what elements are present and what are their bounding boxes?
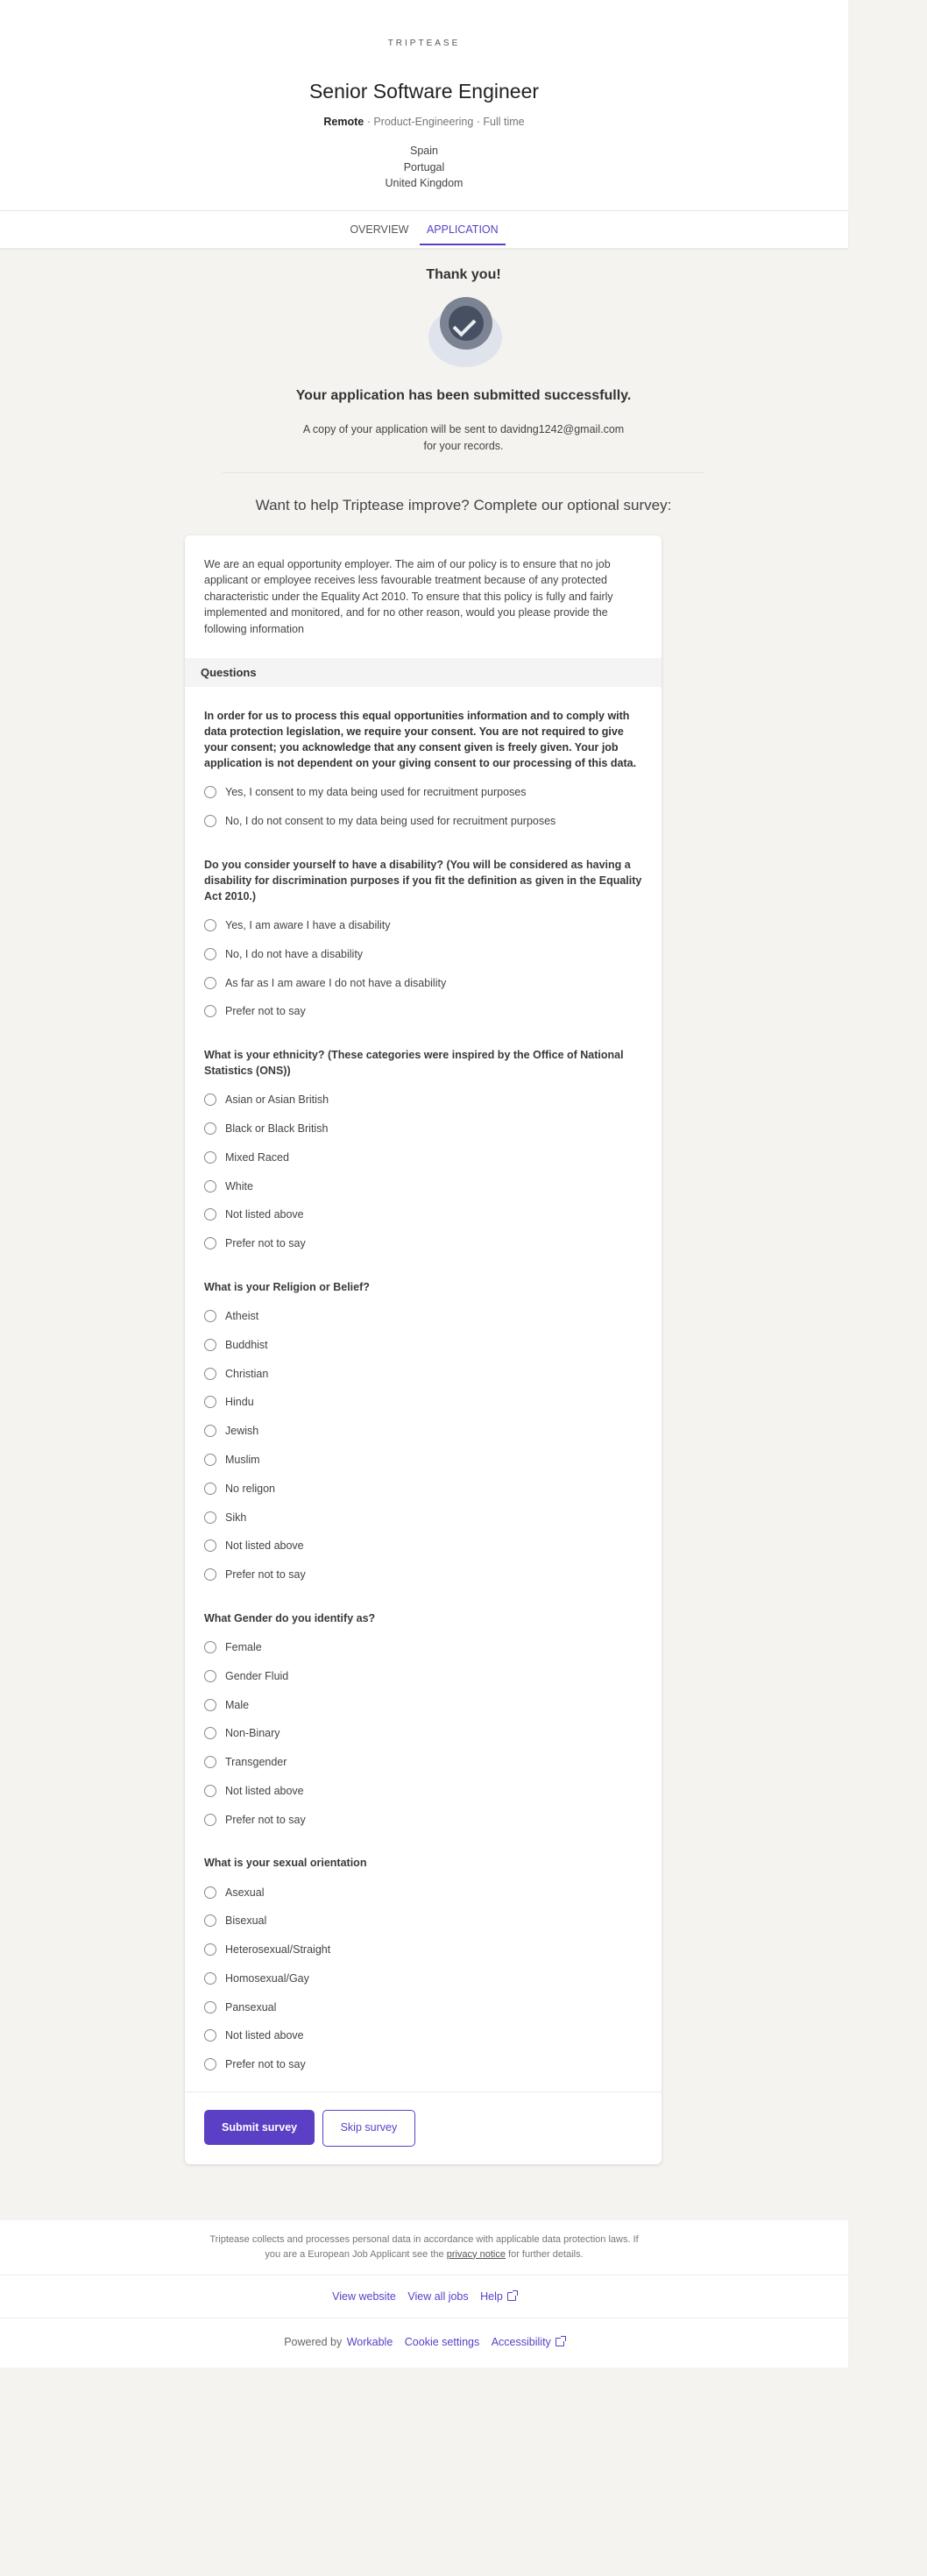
- radio-option[interactable]: [204, 1964, 642, 1993]
- option-label: Not listed above: [225, 2029, 304, 2042]
- radio-button[interactable]: [204, 948, 216, 960]
- survey-question: [204, 1279, 642, 1589]
- page: [0, 0, 848, 248]
- radio-option[interactable]: [204, 1661, 642, 1690]
- option-label: Transgender: [225, 1756, 287, 1769]
- job-header: [0, 0, 848, 192]
- survey-card: [185, 535, 662, 2164]
- external-link-icon: [555, 2338, 564, 2346]
- radio-button[interactable]: [204, 2029, 216, 2042]
- option-label: As far as I am aware I do not have a disability: [225, 976, 447, 989]
- radio-button[interactable]: [204, 1511, 216, 1524]
- footer: [0, 2220, 848, 2367]
- question-label: What is your Religion or Belief?: [204, 1280, 370, 1293]
- option-label: Prefer not to say: [225, 1568, 306, 1582]
- main-content: [0, 267, 927, 2367]
- option-label: Black or Black British: [225, 1122, 329, 1135]
- radio-option[interactable]: [204, 1503, 642, 1532]
- radio-option[interactable]: [204, 1633, 642, 1662]
- radio-option[interactable]: [204, 1086, 642, 1115]
- radio-button[interactable]: [204, 1237, 216, 1249]
- radio-option[interactable]: [204, 807, 642, 836]
- radio-button[interactable]: [204, 1122, 216, 1135]
- option-label: No, I do not have a disability: [225, 947, 364, 960]
- radio-option[interactable]: [204, 1115, 642, 1143]
- radio-button[interactable]: [204, 1339, 216, 1351]
- tab-overview[interactable]: OVERVIEW: [350, 223, 409, 236]
- radio-option[interactable]: [204, 1719, 642, 1748]
- option-label: Jewish: [225, 1425, 259, 1438]
- radio-option[interactable]: [204, 1907, 642, 1936]
- radio-button[interactable]: [204, 1396, 216, 1408]
- radio-option[interactable]: [204, 778, 642, 807]
- survey-question: [204, 1610, 642, 1835]
- radio-option[interactable]: [204, 939, 642, 968]
- option-label: Yes, I am aware I have a disability: [225, 918, 391, 931]
- location-item: Spain: [410, 145, 438, 157]
- footer-links: [0, 2275, 848, 2318]
- option-label: Female: [225, 1640, 262, 1653]
- divider: [223, 472, 704, 473]
- questions-header: Questions: [185, 658, 662, 687]
- radio-button[interactable]: [204, 1483, 216, 1495]
- radio-button[interactable]: [204, 1814, 216, 1826]
- radio-option[interactable]: [204, 1359, 642, 1388]
- accessibility-label: Accessibility: [491, 2335, 551, 2348]
- radio-option[interactable]: [204, 1532, 642, 1560]
- location-item: Portugal: [403, 160, 445, 173]
- option-label: Buddhist: [225, 1338, 268, 1351]
- radio-option[interactable]: [204, 1936, 642, 1964]
- legal-notice: [0, 2220, 848, 2275]
- external-link-icon: [507, 2292, 516, 2301]
- survey-title: Want to help Triptease improve? Complete our optional survey:: [255, 496, 672, 513]
- questions-list: [185, 708, 662, 2079]
- radio-button[interactable]: [204, 1699, 216, 1711]
- copy-note-line: for your records.: [423, 439, 504, 452]
- radio-button[interactable]: [204, 786, 216, 798]
- radio-button[interactable]: [204, 1886, 216, 1899]
- radio-button[interactable]: [204, 1151, 216, 1164]
- success-message: Your application has been submitted successfully.: [295, 387, 632, 403]
- option-label: Not listed above: [225, 1539, 304, 1553]
- radio-option[interactable]: [204, 1474, 642, 1503]
- option-label: Sikh: [225, 1511, 247, 1524]
- radio-option[interactable]: [204, 1417, 642, 1446]
- radio-option[interactable]: [204, 1777, 642, 1806]
- radio-button[interactable]: [204, 1093, 216, 1106]
- location-item: United Kingdom: [385, 177, 464, 189]
- accessibility-link[interactable]: [492, 2336, 564, 2348]
- option-label: Prefer not to say: [225, 1813, 306, 1826]
- copy-note: [0, 421, 927, 455]
- view-all-jobs-link[interactable]: View all jobs: [407, 2289, 469, 2303]
- check-bubble-icon: [424, 297, 503, 367]
- question-label: In order for us to process this equal opportunities information and to comply with data protection legislation, we require your consent. You are not required to give your consent; you acknowledge that any consent given is freely given. Your job application is not dependent on your giving consent to our processing of this data.: [204, 710, 637, 769]
- survey-intro: We are an equal opportunity employer. The aim of our policy is to ensure that no job applicant or employee receives less favourable treatment because of any protected characteristic under the Equality Act 2010. To ensure that this policy is fully and fairly implemented and monitored, and for no other reason, would you please provide the following information: [204, 557, 613, 635]
- radio-option[interactable]: [204, 2050, 642, 2079]
- cookie-settings-link[interactable]: Cookie settings: [404, 2335, 480, 2348]
- legal-text: for further details.: [505, 2248, 584, 2260]
- tabs-bar: [0, 210, 848, 248]
- radio-button[interactable]: [204, 1756, 216, 1768]
- radio-button[interactable]: [204, 1454, 216, 1466]
- radio-button[interactable]: [204, 919, 216, 931]
- survey-question: [204, 1047, 642, 1258]
- option-label: Prefer not to say: [225, 1237, 306, 1250]
- radio-option[interactable]: [204, 1330, 642, 1359]
- question-label: What is your ethnicity? (These categories were inspired by the Office of National Statistics (ONS)): [204, 1048, 624, 1077]
- workplace-type: Remote: [323, 116, 364, 128]
- radio-option[interactable]: [204, 2021, 642, 2050]
- option-label: Hindu: [225, 1396, 254, 1409]
- radio-option[interactable]: [204, 1748, 642, 1777]
- radio-option[interactable]: [204, 997, 642, 1026]
- option-label: Mixed Raced: [225, 1150, 289, 1164]
- skip-survey-button[interactable]: Skip survey: [322, 2110, 416, 2147]
- radio-button[interactable]: [204, 1539, 216, 1552]
- radio-button[interactable]: [204, 1208, 216, 1221]
- option-label: Pansexual: [225, 2000, 277, 2013]
- radio-option[interactable]: [204, 1200, 642, 1229]
- thank-you-heading: Thank you!: [426, 266, 501, 282]
- option-label: Bisexual: [225, 1914, 267, 1928]
- radio-button[interactable]: [204, 1005, 216, 1017]
- radio-button[interactable]: [204, 1972, 216, 1985]
- option-label: Yes, I consent to my data being used for recruitment purposes: [225, 786, 527, 799]
- radio-option[interactable]: [204, 1171, 642, 1200]
- radio-button[interactable]: [204, 1670, 216, 1682]
- job-locations: [0, 143, 848, 192]
- question-label: Do you consider yourself to have a disability? (You will be considered as having a disability for discrimination purposes if you fit the definition as given in the Equality Act 2010.): [204, 858, 642, 902]
- option-label: Heterosexual/Straight: [225, 1943, 331, 1957]
- option-label: No religon: [225, 1482, 275, 1495]
- view-website-link[interactable]: View website: [332, 2289, 396, 2303]
- privacy-notice-link[interactable]: privacy notice: [446, 2248, 506, 2260]
- legal-text: you are a European Job Applicant see the: [265, 2248, 447, 2260]
- question-label: What is your sexual orientation: [204, 1857, 367, 1870]
- radio-button[interactable]: [204, 977, 216, 989]
- radio-option[interactable]: [204, 968, 642, 997]
- radio-button[interactable]: [204, 1180, 216, 1192]
- radio-button[interactable]: [204, 1310, 216, 1322]
- survey-question: [204, 1855, 642, 2079]
- option-label: Atheist: [225, 1309, 259, 1322]
- radio-button[interactable]: [204, 1568, 216, 1581]
- radio-option[interactable]: [204, 1560, 642, 1589]
- submit-survey-button[interactable]: Submit survey: [204, 2110, 315, 2145]
- radio-option[interactable]: [204, 1690, 642, 1719]
- option-label: Male: [225, 1698, 250, 1711]
- radio-button[interactable]: [204, 815, 216, 827]
- survey-question: [204, 857, 642, 1026]
- option-label: Christian: [225, 1367, 269, 1380]
- radio-option[interactable]: [204, 1229, 642, 1258]
- copy-note-line: A copy of your application will be sent to davidng1242@gmail.com: [302, 422, 625, 435]
- job-meta: [0, 116, 848, 128]
- question-label: What Gender do you identify as?: [204, 1611, 376, 1624]
- radio-button[interactable]: [204, 2001, 216, 2013]
- option-label: Muslim: [225, 1453, 260, 1466]
- option-label: Non-Binary: [225, 1727, 280, 1740]
- company-logo[interactable]: TRIPTEASE: [387, 39, 461, 48]
- radio-button[interactable]: [204, 1785, 216, 1797]
- legal-text: Triptease collects and processes personal data in accordance with applicable data protection laws. If: [209, 2233, 639, 2245]
- survey-actions: [185, 2091, 662, 2147]
- option-label: Not listed above: [225, 1784, 304, 1797]
- radio-option[interactable]: [204, 911, 642, 940]
- radio-option[interactable]: [204, 1388, 642, 1417]
- option-label: Prefer not to say: [225, 1005, 306, 1018]
- option-label: Asian or Asian British: [225, 1093, 329, 1107]
- radio-option[interactable]: [204, 1992, 642, 2021]
- radio-button[interactable]: [204, 1641, 216, 1653]
- job-title: Senior Software Engineer: [308, 80, 540, 103]
- job-meta-rest: · Product-Engineering · Full time: [364, 116, 525, 128]
- radio-button[interactable]: [204, 1425, 216, 1437]
- powered-by: [0, 2318, 848, 2367]
- help-link[interactable]: [480, 2290, 516, 2303]
- radio-button[interactable]: [204, 2058, 216, 2070]
- powered-by-label: Powered by: [284, 2335, 343, 2348]
- radio-option[interactable]: [204, 1878, 642, 1907]
- radio-button[interactable]: [204, 1368, 216, 1380]
- option-label: Not listed above: [225, 1208, 304, 1221]
- radio-button[interactable]: [204, 1727, 216, 1739]
- option-label: Prefer not to say: [225, 2058, 306, 2071]
- option-label: White: [225, 1179, 253, 1192]
- confirmation: [0, 267, 927, 455]
- tab-application[interactable]: APPLICATION: [420, 211, 506, 245]
- radio-option[interactable]: [204, 1446, 642, 1475]
- option-label: Homosexual/Gay: [225, 1971, 309, 1985]
- radio-option[interactable]: [204, 1302, 642, 1331]
- option-label: No, I do not consent to my data being used for recruitment purposes: [225, 815, 556, 828]
- radio-button[interactable]: [204, 1914, 216, 1927]
- radio-option[interactable]: [204, 1805, 642, 1834]
- radio-option[interactable]: [204, 1143, 642, 1171]
- radio-button[interactable]: [204, 1943, 216, 1956]
- option-label: Asexual: [225, 1886, 265, 1899]
- help-label: Help: [480, 2289, 503, 2303]
- option-label: Gender Fluid: [225, 1669, 289, 1682]
- workable-link[interactable]: Workable: [346, 2335, 393, 2348]
- survey-question: [204, 708, 642, 836]
